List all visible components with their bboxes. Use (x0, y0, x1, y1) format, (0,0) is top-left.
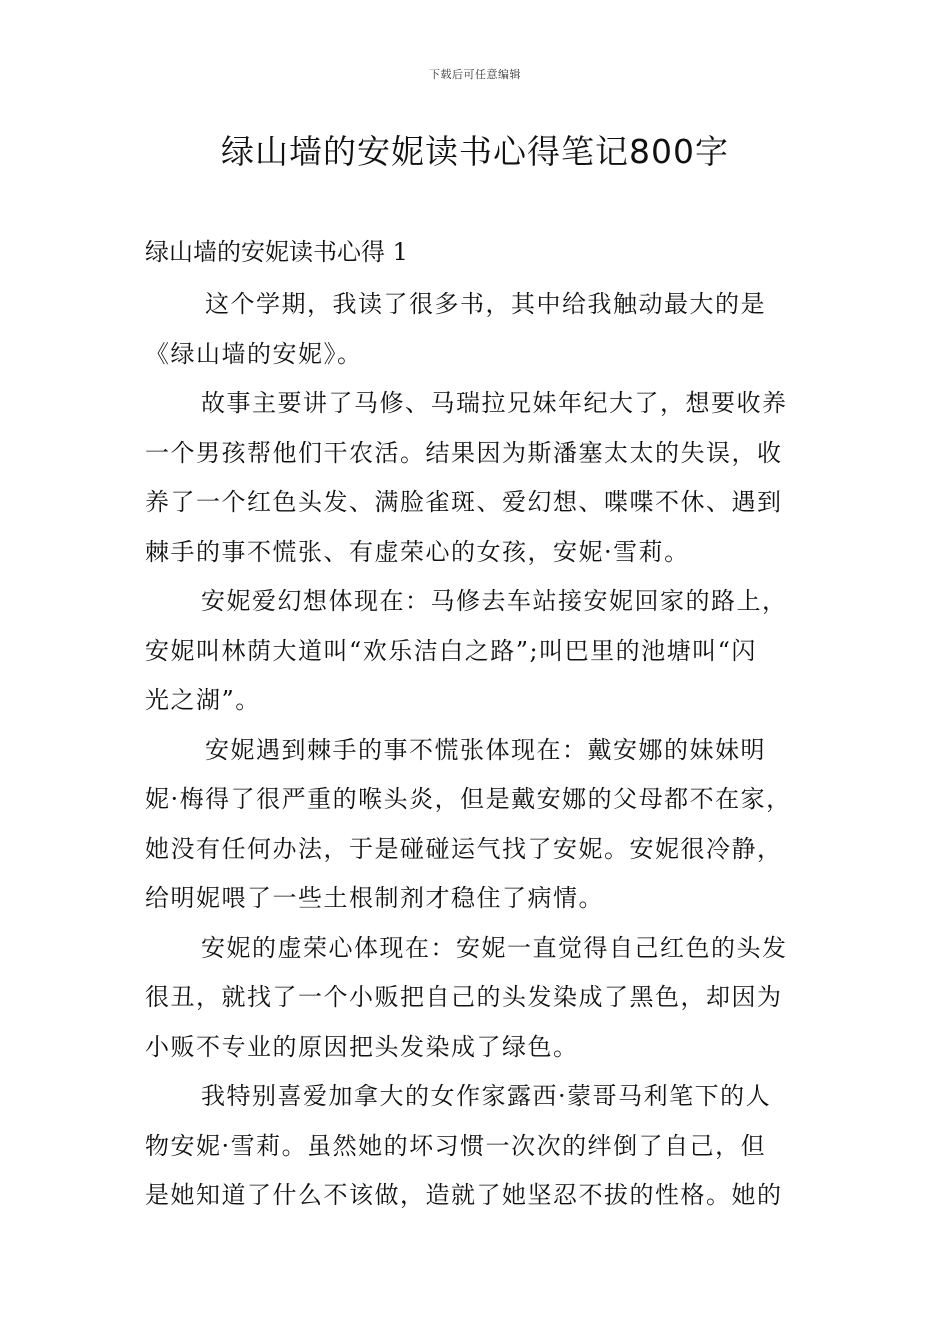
paragraph-line: 这个学期，我读了很多书，其中给我触动最大的是 (205, 290, 766, 318)
paragraph-line: 安妮叫林荫大道叫“欢乐洁白之路”;叫巴里的池塘叫“闪 (145, 636, 757, 665)
body-text (145, 280, 805, 1221)
paragraph-line: 《绿山墙的安妮》。 (145, 339, 363, 368)
paragraph-line: 是她知道了什么不该做，造就了她坚忍不拔的性格。她的 (145, 1181, 783, 1209)
paragraph-line: 给明妮喂了一些土根制剂才稳住了病情。 (145, 884, 604, 912)
paragraph-line: 很丑，就找了一个小贩把自己的头发染成了黑色，却因为 (145, 983, 783, 1011)
paragraph-line: 故事主要讲了马修、马瑞拉兄妹年纪大了，想要收养 (201, 389, 788, 417)
paragraph-line: 她没有任何办法，于是碰碰运气找了安妮。安妮很冷静， (145, 834, 783, 863)
section-heading: 绿山墙的安妮读书心得 1 (145, 238, 408, 266)
document-title: 绿山墙的安妮读书心得笔记800字 (221, 132, 729, 171)
paragraph-line: 物安妮·雪莉。虽然她的坏习惯一次次的绊倒了自己，但 (145, 1131, 767, 1160)
paragraph-line: 养了一个红色头发、满脸雀斑、爱幻想、喋喋不休、遇到 (145, 488, 783, 516)
paragraph-line: 安妮爱幻想体现在：马修去车站接安妮回家的路上， (201, 587, 788, 615)
paragraph-line: 安妮遇到棘手的事不慌张体现在：戴安娜的妹妹明 (205, 735, 766, 764)
header-note: 下载后可任意编辑 (429, 68, 521, 81)
paragraph-line: 光之湖”。 (145, 686, 261, 714)
paragraph-line: 妮·梅得了很严重的喉头炎，但是戴安娜的父母都不在家， (145, 785, 792, 813)
paragraph-line: 一个男孩帮他们干农活。结果因为斯潘塞太太的失误，收 (145, 438, 783, 467)
paragraph-line: 棘手的事不慌张、有虚荣心的女孩，安妮·雪莉。 (145, 537, 690, 566)
paragraph-line: 安妮的虚荣心体现在：安妮一直觉得自己红色的头发 (201, 933, 788, 962)
paragraph-line: 小贩不专业的原因把头发染成了绿色。 (145, 1032, 579, 1061)
paragraph-line: 我特别喜爱加拿大的女作家露西·蒙哥马利笔下的人 (201, 1082, 772, 1110)
